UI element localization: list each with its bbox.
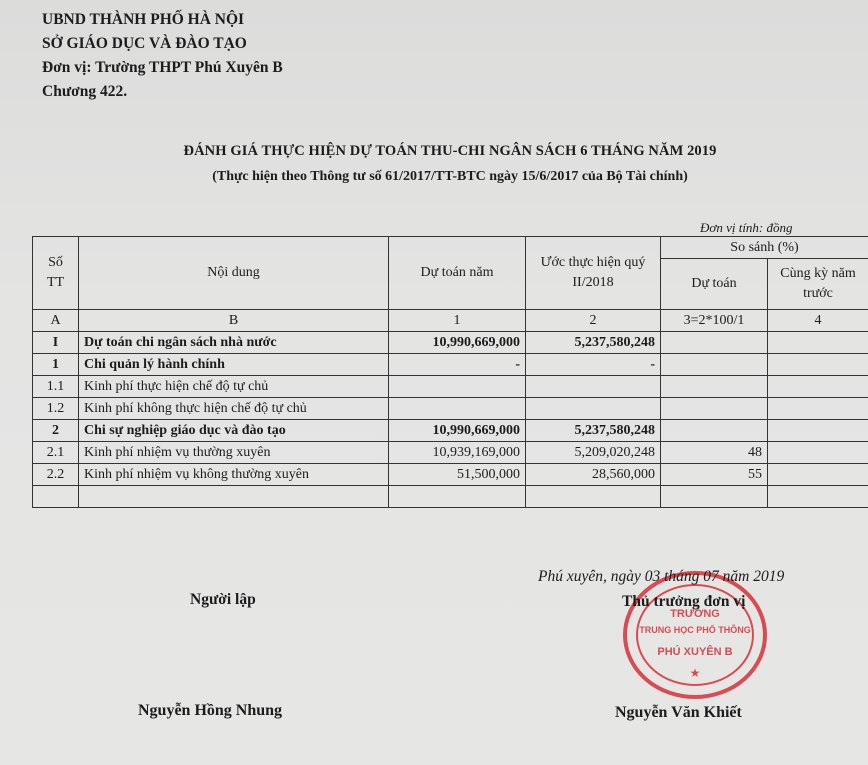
percent-cell: 48	[661, 442, 768, 464]
content-cell: Kinh phí nhiệm vụ thường xuyên	[79, 442, 389, 464]
row-number-cell: 2	[33, 420, 79, 442]
place-date: Phú xuyên, ngày 03 tháng 07 năm 2019	[538, 568, 785, 585]
code-cell: 1	[389, 310, 526, 332]
table-body	[33, 332, 868, 508]
row-number-cell: 2.1	[33, 442, 79, 464]
header-compare-prev: Cùng kỳ năm trước	[768, 259, 868, 310]
prev-year-cell	[768, 486, 868, 508]
content-cell: Dự toán chi ngân sách nhà nước	[79, 332, 389, 354]
budget-cell	[389, 486, 526, 508]
budget-cell: 10,990,669,000	[389, 332, 526, 354]
content-cell: Kinh phí không thực hiện chế độ tự chủ	[79, 398, 389, 420]
head-of-unit-name: Nguyễn Văn Khiết	[615, 704, 742, 721]
row-number-cell	[33, 486, 79, 508]
prev-year-cell	[768, 376, 868, 398]
star-icon: ★	[689, 666, 701, 680]
percent-cell	[661, 398, 768, 420]
stamp-text-mid: TRUNG HỌC PHỔ THÔNG	[639, 625, 751, 635]
stamp-text-bottom: PHÚ XUYÊN B	[657, 646, 733, 658]
budget-cell	[389, 376, 526, 398]
code-cell: B	[79, 310, 389, 332]
budget-cell	[389, 398, 526, 420]
estimate-cell	[526, 376, 661, 398]
content-cell	[79, 486, 389, 508]
table-row	[33, 332, 868, 354]
unit-note: Đơn vị tính: đồng	[700, 220, 793, 235]
budget-cell: 10,990,669,000	[389, 420, 526, 442]
document-subtitle: (Thực hiện theo Thông tư số 61/2017/TT-BTC ngày 15/6/2017 của Bộ Tài chính)	[212, 169, 688, 184]
row-number-cell: I	[33, 332, 79, 354]
content-cell: Kinh phí thực hiện chế độ tự chủ	[79, 376, 389, 398]
header-department: SỞ GIÁO DỤC VÀ ĐÀO TẠO	[42, 35, 247, 52]
budget-cell: -	[389, 354, 526, 376]
stamp-text-top: TRƯỜNG	[670, 608, 720, 620]
code-cell: 3=2*100/1	[661, 310, 768, 332]
document-title: ĐÁNH GIÁ THỰC HIỆN DỰ TOÁN THU-CHI NGÂN SÁCH 6 THÁNG NĂM 2019	[183, 143, 717, 159]
code-cell: 4	[768, 310, 868, 332]
percent-cell	[661, 332, 768, 354]
content-cell: Chi quản lý hành chính	[79, 354, 389, 376]
header-estimate: Ước thực hiện quý II/2018	[526, 237, 661, 310]
code-cell: A	[33, 310, 79, 332]
prev-year-cell	[768, 442, 868, 464]
budget-cell: 51,500,000	[389, 464, 526, 486]
prev-year-cell	[768, 354, 868, 376]
row-number-cell: 2.2	[33, 464, 79, 486]
head-of-unit-role: Thủ trưởng đơn vị	[622, 593, 746, 610]
percent-cell	[661, 376, 768, 398]
budget-table	[32, 236, 868, 508]
header-compare-budget: Dự toán	[661, 259, 768, 310]
prev-year-cell	[768, 398, 868, 420]
preparer-role: Người lập	[190, 591, 256, 608]
content-cell: Chi sự nghiệp giáo dục và đào tạo	[79, 420, 389, 442]
row-number-cell: 1.1	[33, 376, 79, 398]
percent-cell	[661, 420, 768, 442]
table-row	[33, 464, 868, 486]
percent-cell	[661, 486, 768, 508]
prev-year-cell	[768, 464, 868, 486]
header-budget: Dự toán năm	[389, 237, 526, 310]
header-stt: Số TT	[33, 237, 79, 310]
code-cell: 2	[526, 310, 661, 332]
estimate-cell	[526, 486, 661, 508]
header-chapter: Chương 422.	[42, 83, 128, 100]
prev-year-cell	[768, 420, 868, 442]
table-row	[33, 398, 868, 420]
table-row	[33, 376, 868, 398]
document-header	[42, 8, 283, 104]
table-row	[33, 420, 868, 442]
estimate-cell	[526, 398, 661, 420]
estimate-cell: 5,237,580,248	[526, 332, 661, 354]
row-number-cell: 1	[33, 354, 79, 376]
preparer-name: Nguyễn Hồng Nhung	[138, 702, 283, 719]
estimate-cell: 5,237,580,248	[526, 420, 661, 442]
percent-cell: 55	[661, 464, 768, 486]
percent-cell	[661, 354, 768, 376]
estimate-cell: 28,560,000	[526, 464, 661, 486]
prev-year-cell	[768, 332, 868, 354]
table-row	[33, 354, 868, 376]
estimate-cell: 5,209,020,248	[526, 442, 661, 464]
table-row	[33, 486, 868, 508]
content-cell: Kinh phí nhiệm vụ không thường xuyên	[79, 464, 389, 486]
header-content: Nội dung	[79, 237, 389, 310]
header-unit: Đơn vị: Trường THPT Phú Xuyên B	[42, 59, 283, 76]
table-code-row	[33, 310, 868, 332]
table-row	[33, 442, 868, 464]
budget-cell: 10,939,169,000	[389, 442, 526, 464]
header-compare: So sánh (%)	[661, 237, 868, 259]
header-city: UBND THÀNH PHỐ HÀ NỘI	[42, 11, 245, 28]
estimate-cell: -	[526, 354, 661, 376]
table-header-row	[33, 237, 868, 259]
row-number-cell: 1.2	[33, 398, 79, 420]
